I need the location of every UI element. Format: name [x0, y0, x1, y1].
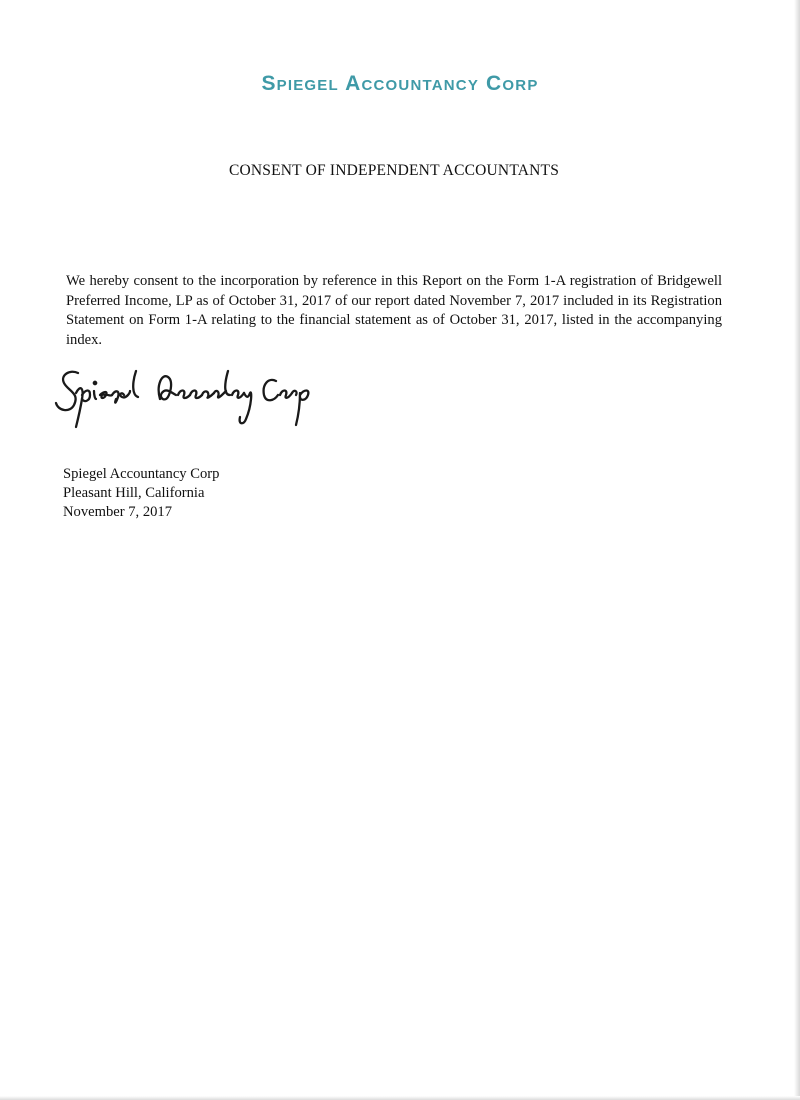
signature-drawing — [50, 355, 320, 435]
signature-date: November 7, 2017 — [63, 504, 173, 520]
letterhead-firm-name: Spiegel Accountancy Corp — [261, 72, 539, 95]
signer-location: Pleasant Hill, California — [63, 485, 205, 501]
signer-block — [63, 465, 463, 522]
document-title: CONSENT OF INDEPENDENT ACCOUNTANTS — [228, 162, 560, 179]
consent-paragraph: We hereby consent to the incorporation by reference in this Report on the Form 1-A registration of Bridgewell Preferred Income, LP as of October 31, 2017 of our report dated November 7, 2017 included in its Registration Statement on Form 1-A relating to the financial statement as of October 31, 2017, listed in the accompanying index. — [66, 273, 722, 348]
handwritten-signature — [50, 355, 320, 435]
signer-name: Spiegel Accountancy Corp — [63, 466, 220, 482]
scan-edge-bottom — [0, 1096, 800, 1100]
scan-edge-right — [794, 0, 800, 1100]
